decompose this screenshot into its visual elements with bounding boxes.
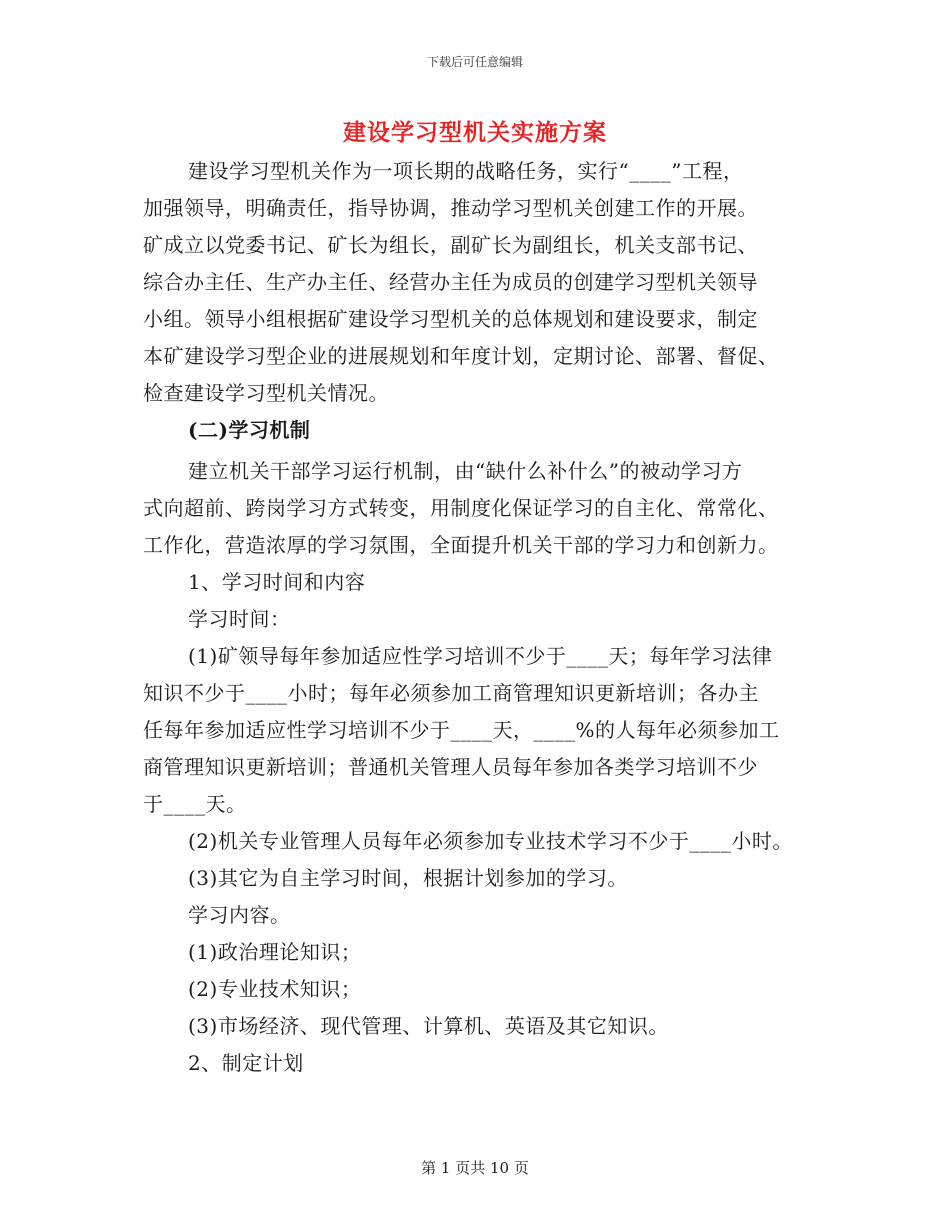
body-line: 商管理知识更新培训；普通机关管理人员每年参加各类学习培训不少 <box>143 755 758 779</box>
list-item: (1)政治理论知识； <box>188 940 362 964</box>
body-line: 综合办主任、生产办主任、经营办主任为成员的创建学习型机关领导 <box>143 270 758 294</box>
body-line: 检查建设学习型机关情况。 <box>143 381 389 405</box>
body-line: 本矿建设学习型企业的进展规划和年度计划，定期讨论、部署、督促、 <box>143 344 779 368</box>
list-item: (2)机关专业管理人员每年必须参加专业技术学习不少于____小时。 <box>188 829 793 853</box>
body-line: 于____天。 <box>143 792 247 816</box>
list-item: (3)其它为自主学习时间，根据计划参加的学习。 <box>188 866 628 890</box>
section-heading: (二)学习机制 <box>188 418 311 442</box>
page-footer: 第 1 页共 10 页 <box>421 1159 529 1177</box>
body-line: 学习时间： <box>188 607 291 631</box>
list-item: (3)市场经济、现代管理、计算机、英语及其它知识。 <box>188 1014 669 1038</box>
subsection-heading: 1、学习时间和内容 <box>188 570 366 594</box>
body-line: 小组。领导小组根据矿建设学习型机关的总体规划和建设要求，制定 <box>143 307 758 331</box>
body-line: 矿成立以党委书记、矿长为组长，副矿长为副组长，机关支部书记、 <box>143 233 758 257</box>
body-line: 学习内容。 <box>188 903 291 927</box>
body-line: 任每年参加适应性学习培训不少于____天，____%的人每年必须参加工 <box>143 718 780 742</box>
body-line: 建立机关干部学习运行机制，由“缺什么补什么”的被动学习方 <box>188 459 743 483</box>
body-line: 建设学习型机关作为一项长期的战略任务，实行“____”工程， <box>188 159 744 183</box>
body-line: 工作化，营造浓厚的学习氛围，全面提升机关干部的学习力和创新力。 <box>143 533 779 557</box>
body-line: 加强领导，明确责任，指导协调，推动学习型机关创建工作的开展。 <box>143 196 758 220</box>
list-item: (1)矿领导每年参加适应性学习培训不少于____天；每年学习法律 <box>188 644 773 668</box>
body-line: 知识不少于____小时；每年必须参加工商管理知识更新培训；各办主 <box>143 681 759 705</box>
document-title: 建设学习型机关实施方案 <box>343 119 607 146</box>
body-line: 式向超前、跨岗学习方式转变，用制度化保证学习的自主化、常常化、 <box>143 496 779 520</box>
page-header: 下载后可任意编辑 <box>426 55 523 69</box>
subsection-heading: 2、制定计划 <box>188 1051 304 1075</box>
list-item: (2)专业技术知识； <box>188 977 362 1001</box>
